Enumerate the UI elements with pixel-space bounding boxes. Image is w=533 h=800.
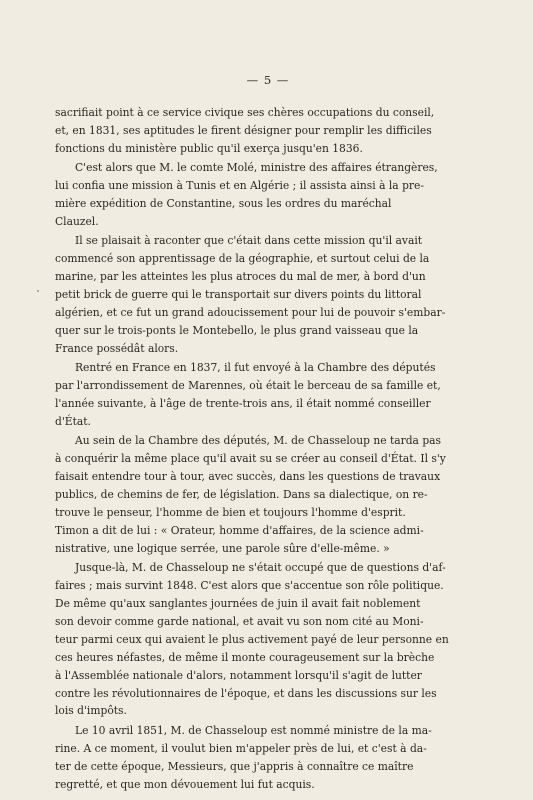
text-line: rine. A ce moment, il voulut bien m'appeler près de lui, et c'est à da- [55, 741, 427, 755]
page-number: — 5 — [246, 73, 290, 87]
text-line: petit brick de guerre qui le transportait sur divers points du littoral [55, 288, 422, 302]
paragraph [55, 359, 481, 431]
paragraph [55, 432, 481, 557]
paragraph [55, 159, 481, 231]
text-line: De même qu'aux sanglantes journées de juin il avait fait noblement [55, 596, 421, 610]
text-line: ter de cette époque, Messieurs, que j'appris à connaître ce maître [55, 759, 414, 773]
text-line: Au sein de la Chambre des députés, M. de Chasseloup ne tarda pas [75, 434, 442, 448]
text-line: à conquérir la même place qu'il avait su se créer au conseil d'État. Il s'y [55, 452, 446, 466]
text-line: nistrative, une logique serrée, une parole sûre d'elle-même. » [55, 541, 390, 555]
text-line: Rentré en France en 1837, il fut envoyé à la Chambre des députés [75, 361, 436, 375]
text-line: ces heures néfastes, de même il monte courageusement sur la brèche [55, 650, 435, 664]
text-line: France possédât alors. [55, 341, 179, 355]
margin-mark [37, 290, 39, 292]
text-line: C'est alors que M. le comte Molé, ministre des affaires étrangères, [75, 161, 438, 175]
paragraph [55, 559, 481, 720]
text-line: faisait entendre tour à tour, avec succès, dans les questions de travaux [55, 470, 441, 484]
body-text [55, 104, 481, 793]
text-line: Clauzel. [55, 214, 99, 228]
text-line: à l'Assemblée nationale d'alors, notamment lorsqu'il s'agit de lutter [55, 668, 422, 682]
text-line: fonctions du ministère public qu'il exerça jusqu'en 1836. [55, 141, 363, 155]
text-line: Il se plaisait à raconter que c'était dans cette mission qu'il avait [75, 234, 423, 248]
text-line: par l'arrondissement de Marennes, où était le berceau de sa famille et, [55, 379, 441, 393]
text-line: publics, de chemins de fer, de législation. Dans sa dialectique, on re- [55, 488, 428, 502]
text-line: commencé son apprentissage de la géographie, et surtout celui de la [55, 252, 430, 266]
text-line: sacrifiait point à ce service civique ses chères occupations du conseil, [55, 106, 435, 119]
text-line: mière expédition de Constantine, sous les ordres du maréchal [55, 197, 392, 211]
paragraph [55, 104, 481, 158]
text-line: l'année suivante, à l'âge de trente-trois ans, il était nommé conseiller [55, 397, 431, 410]
text-line: regretté, et que mon dévouement lui fut acquis. [55, 777, 315, 791]
text-line: et, en 1831, ses aptitudes le firent désigner pour remplir les difficiles [55, 123, 432, 137]
text-line: d'État. [55, 414, 91, 428]
text-line: faires ; mais survint 1848. C'est alors que s'accentue son rôle politique. [55, 579, 444, 593]
text-line: algérien, et ce fut un grand adoucissement pour lui de pouvoir s'embar- [55, 305, 446, 319]
text-line: marine, par les atteintes les plus atroces du mal de mer, à bord d'un [55, 270, 426, 284]
text-line: lois d'impôts. [55, 704, 127, 718]
text-line: trouve le penseur, l'homme de bien et toujours l'homme d'esprit. [55, 505, 406, 519]
text-line: Timon a dit de lui : « Orateur, homme d'affaires, de la science admi- [55, 523, 424, 537]
text-line: teur parmi ceux qui avaient le plus activement payé de leur personne en [55, 632, 449, 646]
text-line: son devoir comme garde national, et avait vu son nom cité au Moni- [55, 614, 424, 628]
text-line: lui confia une mission à Tunis et en Algérie ; il assista ainsi à la pre- [55, 179, 424, 193]
paragraph [55, 722, 481, 794]
text-line: contre les révolutionnaires de l'époque, et dans les discussions sur les [55, 686, 437, 700]
paragraph [55, 232, 481, 357]
text-line: Jusque-là, M. de Chasseloup ne s'était occupé que de questions d'af- [75, 561, 446, 575]
text-line: quer sur le trois-ponts le Montebello, le plus grand vaisseau que la [55, 323, 419, 337]
text-line: Le 10 avril 1851, M. de Chasseloup est nommé ministre de la ma- [75, 723, 432, 737]
